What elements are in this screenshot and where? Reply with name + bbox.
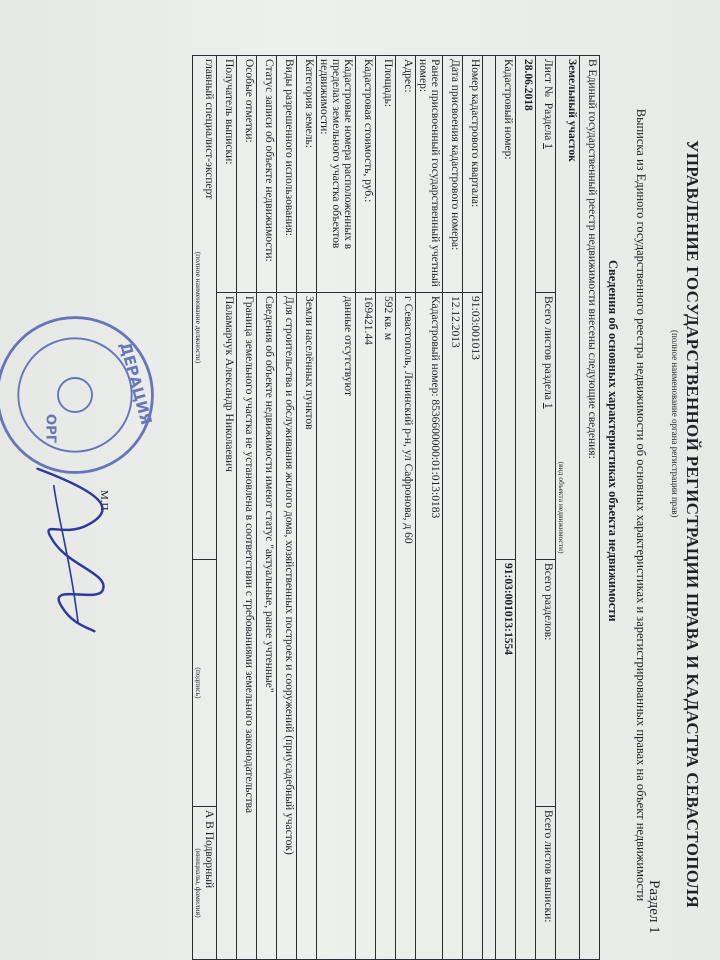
agency-title-caption: (полное наименование органа регистрации прав) [670, 330, 680, 518]
table-row [463, 56, 483, 960]
intro-text: В Единый государственный реестр недвижимости внесены следующие сведения: [580, 56, 600, 960]
section-number-label: Раздела [542, 102, 554, 141]
row-label: Особые отметки: [237, 56, 257, 293]
total-sheets-section-label: Всего листов раздела [542, 296, 554, 400]
row-value: г Севастополь, Ленинский р-н, ул Сафронова, д 60 [396, 293, 416, 960]
table-row [376, 56, 396, 960]
row-label: Дата присвоения кадастрового номера: [443, 56, 463, 293]
table-row [237, 56, 257, 960]
row-value: 169421.44 [356, 293, 376, 960]
extract-date: 28.06.2018 [516, 56, 536, 960]
table-row [317, 56, 356, 960]
row-label: Статус записи об объекте недвижимости: [257, 56, 277, 293]
date-row [516, 56, 536, 960]
signature-caption: (подпись) [194, 667, 203, 699]
row-label: Виды разрешенного использования: [277, 56, 297, 293]
extract-title: Выписка из Единого государственного реестра недвижимости об основных характеристиках и зарегистрированных правах на объект недвижимости [634, 108, 648, 902]
total-sheets-label: Всего листов выписки: [542, 810, 554, 923]
cadastral-number-value: 91:03:001013:1554 [496, 560, 516, 960]
table-row [277, 56, 297, 960]
object-type: Земельный участок [566, 59, 578, 162]
row-label: Получатель выписки: [217, 56, 237, 293]
row-value: Кадастровый номер: 8536600000:01:013:0183 [416, 293, 443, 960]
signer-name: А В Подворный [203, 810, 215, 889]
stamp-text-line1: ДЕРАЦИЯ [116, 340, 156, 427]
table-row [396, 56, 416, 960]
spacer-row [483, 56, 496, 960]
object-type-row [556, 56, 580, 960]
row-value: 12.12.2013 [443, 293, 463, 960]
intro-row [580, 56, 600, 960]
row-value: Земли населённых пунктов [297, 293, 317, 960]
table-row [217, 56, 237, 960]
seal-mark: М.П. [98, 490, 110, 514]
section-number-value: 1 [542, 143, 554, 149]
table-row [257, 56, 277, 960]
row-value: 91:03:001013 [463, 293, 483, 960]
table-row [297, 56, 317, 960]
row-value: Граница земельного участка не установлена в соответствии с требованиями земельного законодательства [237, 293, 257, 960]
row-value: Для строительства и обслуживания жилого дома, хозяйственных построек и сооружений (приусадебный участок) [277, 293, 297, 960]
row-label: Площадь: [376, 56, 396, 293]
signature-row [193, 56, 217, 960]
row-value: Сведения об объекте недвижимости имеют статус "актуальные, ранее учтенные" [257, 293, 277, 960]
cadastral-number-row [496, 56, 516, 960]
total-sections-label: Всего разделов: [542, 563, 554, 641]
agency-title: УПРАВЛЕНИЕ ГОСУДАРСТВЕННОЙ РЕГИСТРАЦИИ ПРАВА И КАДАСТРА СЕВАСТОПОЛЯ [683, 140, 702, 908]
sheet-info-row [536, 56, 556, 960]
handwritten-signature [5, 440, 135, 660]
cadastral-number-label: Кадастровый номер: [496, 56, 516, 560]
table-row [443, 56, 463, 960]
row-label: Категория земель: [297, 56, 317, 293]
signer-name-caption: (инициалы, фамилия) [194, 848, 203, 918]
row-label: Адрес: [396, 56, 416, 293]
total-sheets-section-value: 1 [542, 402, 554, 409]
section-label: Раздел 1 [646, 880, 662, 934]
registry-form-table [192, 55, 600, 960]
row-label: Кадастровые номера расположенных в пределах земельного участка объектов недвижимости: [317, 56, 356, 293]
row-value: Паламарчук Александр Николаевич [217, 293, 237, 960]
extract-subtitle: Сведения об основных характеристиках объекта недвижимости [606, 260, 620, 622]
row-label: Номер кадастрового квартала: [463, 56, 483, 293]
row-label: Ранее присвоенный государственный учетный номер: [416, 56, 443, 293]
row-label: Кадастровая стоимость, руб.: [356, 56, 376, 293]
table-row [416, 56, 443, 960]
object-type-caption: (вид объекта недвижимости) [557, 461, 566, 554]
sheet-number-label: Лист № [542, 59, 554, 97]
signer-position-caption: (полное наименование должности) [194, 251, 203, 364]
stamp-text-line2: ОРГ [42, 413, 58, 444]
row-value: данные отсутствуют [317, 293, 356, 960]
row-value: 592 кв. м [376, 293, 396, 960]
table-row [356, 56, 376, 960]
signer-position: главный специалист-эксперт [203, 59, 215, 200]
